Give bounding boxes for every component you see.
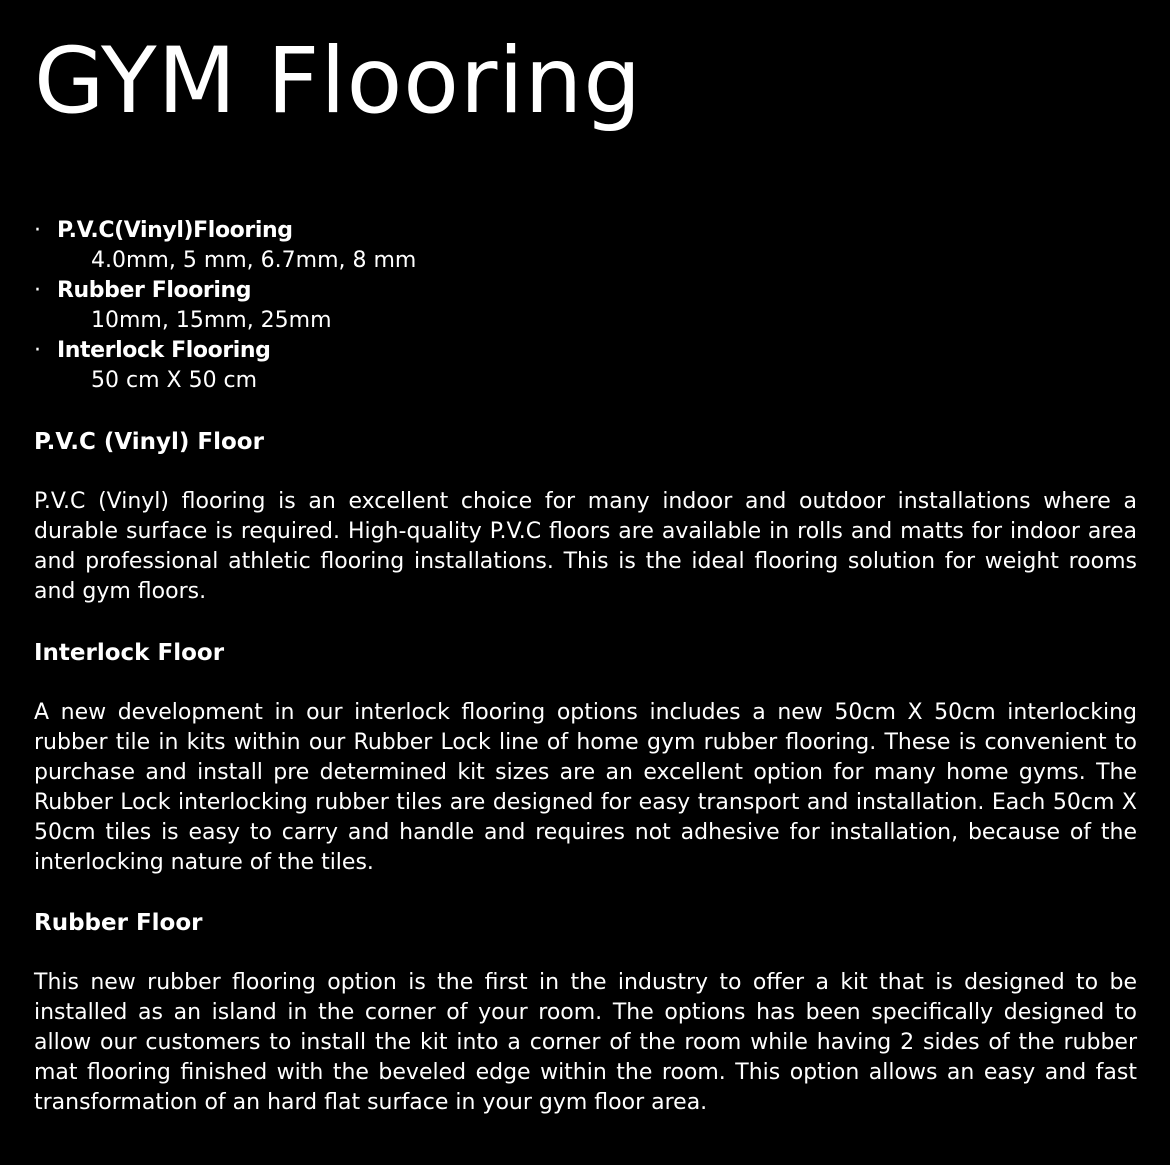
list-item-sizes: 50 cm X 50 cm: [91, 368, 258, 393]
list-item-name: [34, 276, 416, 306]
list-item-name: [34, 216, 416, 246]
pvc-floor-paragraph: P.V.C (Vinyl) flooring is an excellent choice for many indoor and outdoor installations where a durable surface is required. High-quality P.V.C floors are available in rolls and matts for indoor area and professional athletic flooring installations. This is the ideal flooring solution for weight rooms and gym floors.: [34, 489, 1137, 604]
list-item-label: P.V.C(Vinyl)Flooring: [57, 218, 293, 243]
rubber-floor-paragraph: This new rubber flooring option is the first in the industry to offer a kit that is designed to be installed as an island in the corner of your room. The options has been specifically designed to allow our customers to install the kit into a corner of the room while having 2 sides of the rubber mat flooring finished with the beveled edge within the room. This option allows an easy and fast transformation of an hard flat surface in your gym floor area.: [34, 970, 1137, 1115]
list-item-label: Rubber Flooring: [57, 278, 252, 303]
list-item-label: Interlock Flooring: [57, 338, 271, 363]
list-item-sizes: 10mm, 15mm, 25mm: [91, 308, 332, 333]
list-item-name: [34, 336, 416, 366]
bullet-icon: ·: [34, 278, 41, 303]
interlock-floor-heading: Interlock Floor: [34, 640, 225, 666]
page-title: GYM Flooring: [34, 29, 643, 134]
interlock-floor-paragraph: A new development in our interlock flooring options includes a new 50cm X 50cm interlocking rubber tile in kits within our Rubber Lock line of home gym rubber flooring. These is convenient to purchase and install pre determined kit sizes are an excellent option for many home gyms. The Rubber Lock interlocking rubber tiles are designed for easy transport and installation. Each 50cm X 50cm tiles is easy to carry and handle and requires not adhesive for installation, because of the interlocking nature of the tiles.: [34, 700, 1137, 875]
flooring-types-list: [34, 216, 416, 396]
bullet-icon: ·: [34, 218, 41, 243]
rubber-floor-heading: Rubber Floor: [34, 910, 203, 936]
bullet-icon: ·: [34, 338, 41, 363]
pvc-floor-heading: P.V.C (Vinyl) Floor: [34, 429, 264, 455]
rubber-floor-section: [34, 908, 1137, 1118]
list-item: [34, 336, 416, 396]
list-item: [34, 276, 416, 336]
list-item: [34, 216, 416, 276]
pvc-floor-section: [34, 427, 1137, 607]
interlock-floor-section: [34, 638, 1137, 878]
list-item-sizes: 4.0mm, 5 mm, 6.7mm, 8 mm: [91, 248, 417, 273]
